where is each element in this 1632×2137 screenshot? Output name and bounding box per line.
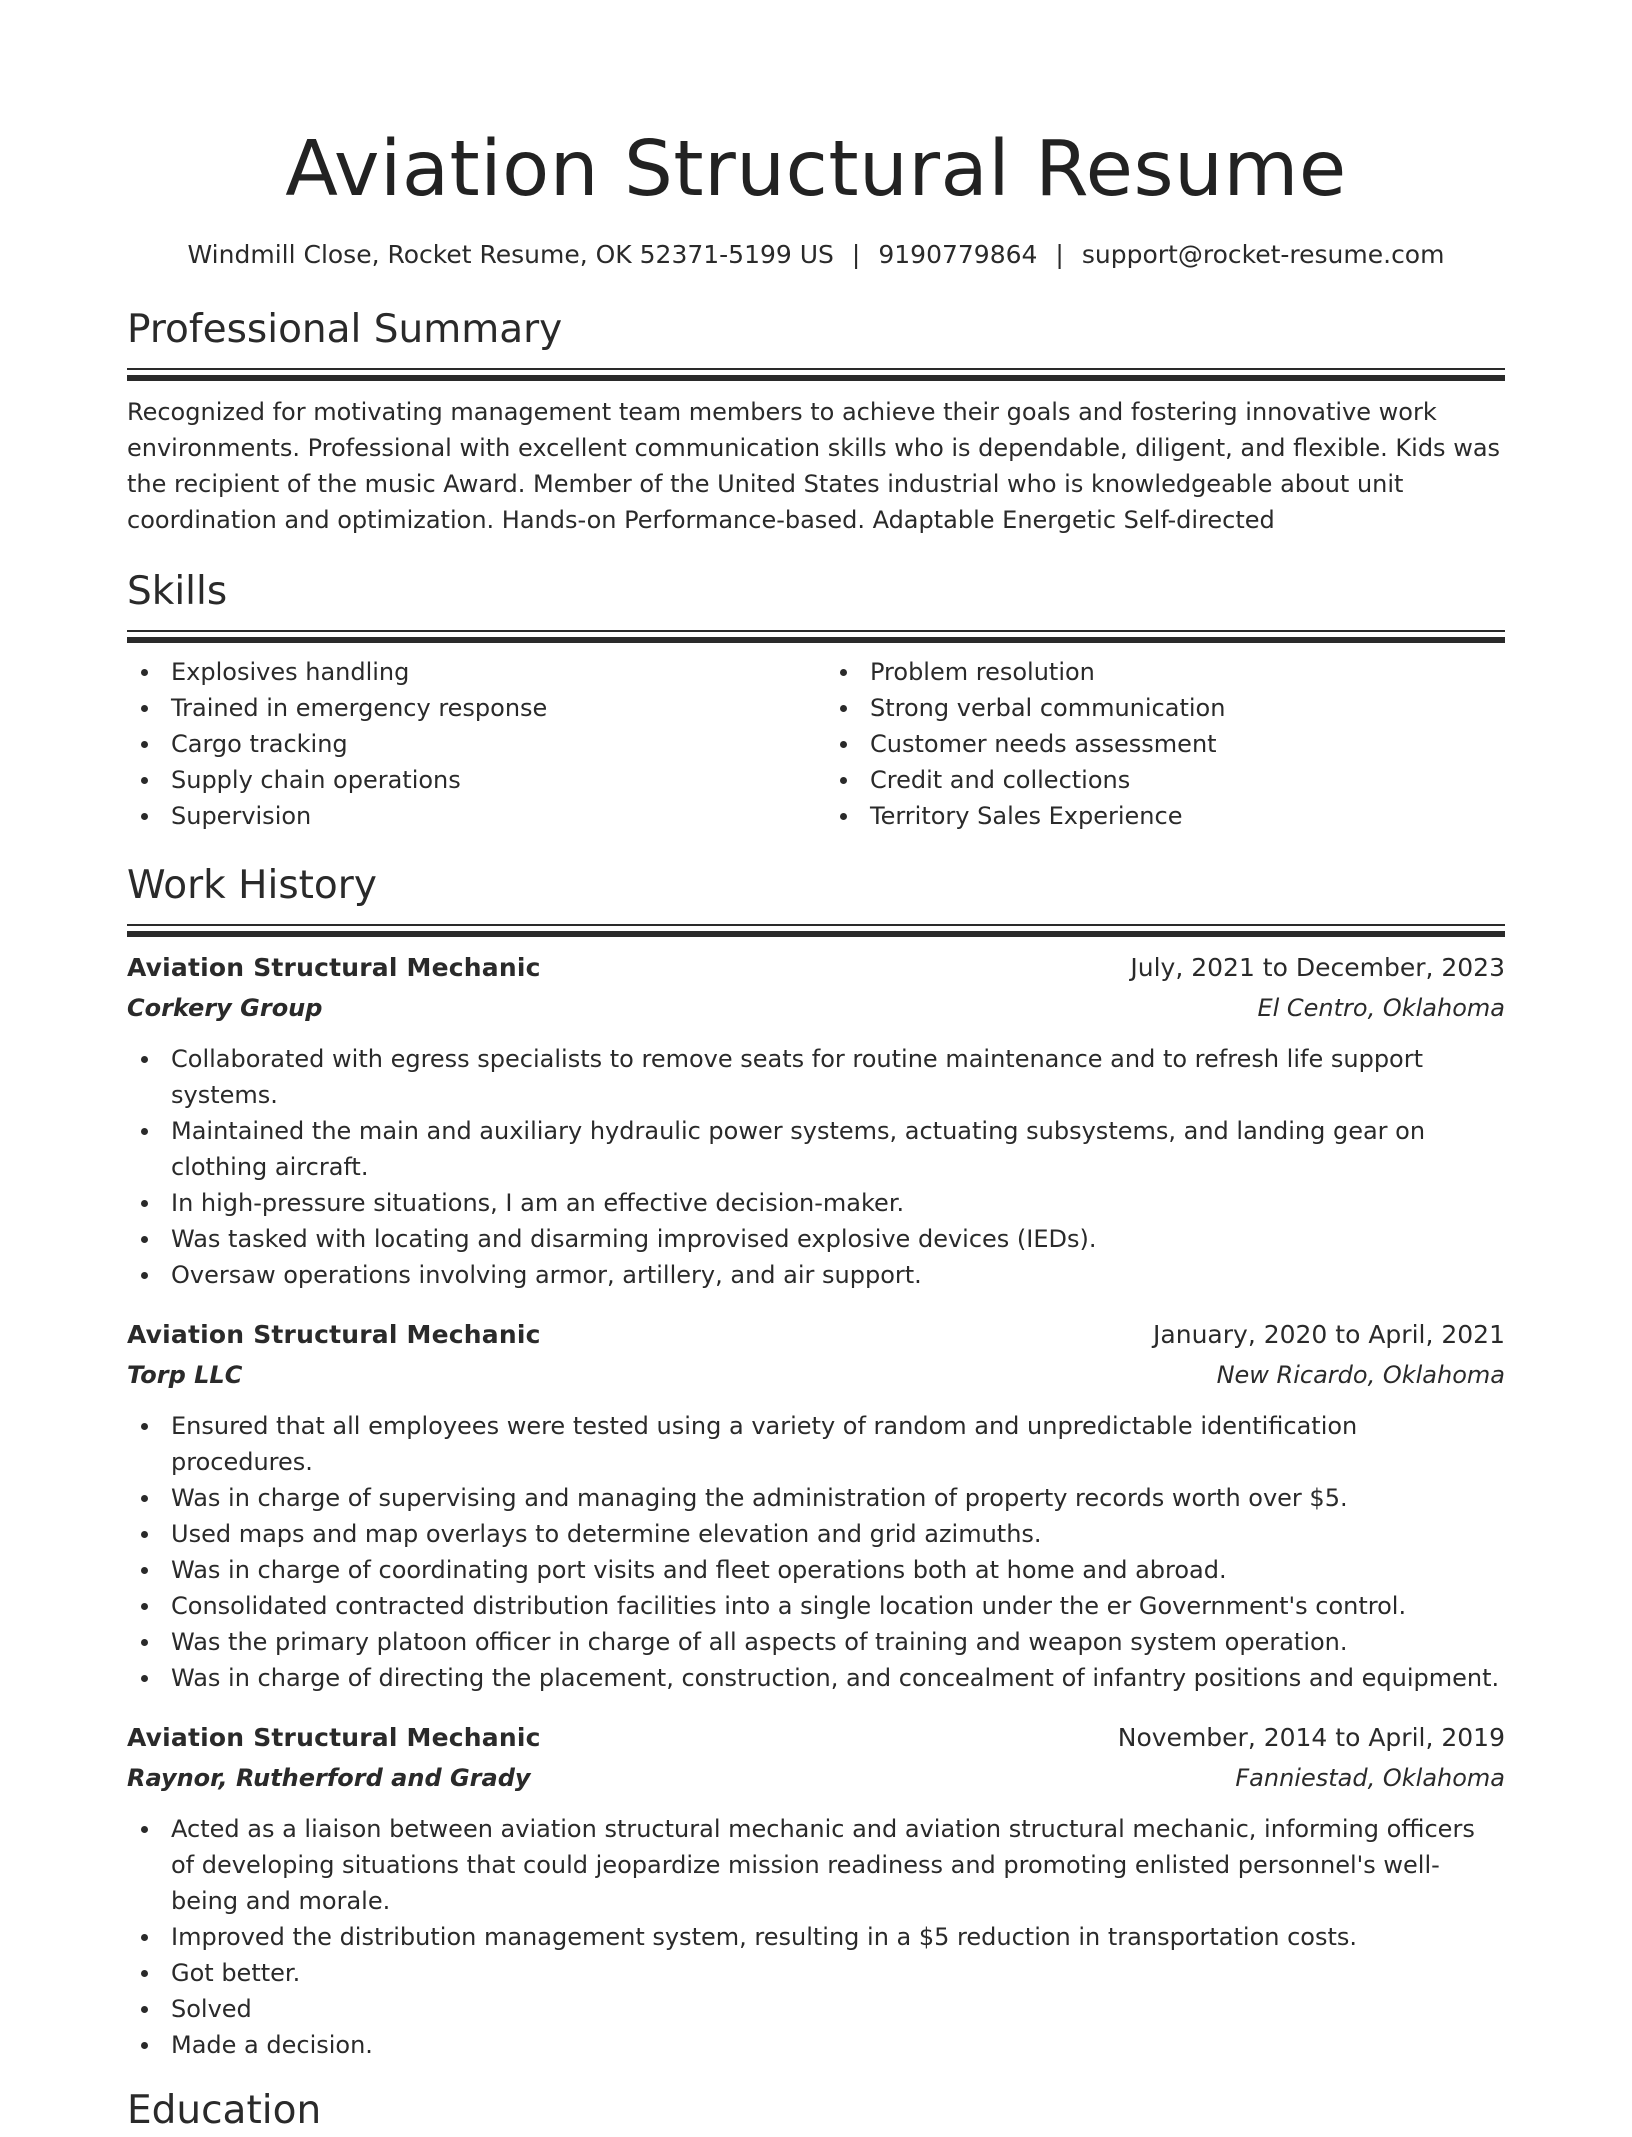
section-divider	[127, 368, 1505, 370]
work-history-section	[127, 860, 1505, 2063]
job-bullet: Oversaw operations involving armor, artillery, and air support.	[127, 1257, 1505, 1293]
job-title: Aviation Structural Mechanic	[127, 1320, 541, 1349]
section-title-education: Education	[127, 2088, 322, 2133]
job-bullet: Ensured that all employees were tested using a variety of random and unpredictable identification procedures.	[127, 1408, 1505, 1480]
job-bullets	[127, 1041, 1505, 1293]
job-entry	[127, 1720, 1505, 2063]
skill-item: Problem resolution	[826, 654, 1505, 690]
resume-name: Aviation Structural Resume	[285, 125, 1347, 214]
job-bullet: Was in charge of supervising and managing the administration of property records worth over $5.	[127, 1480, 1505, 1516]
job-entry	[127, 1317, 1505, 1696]
summary-text: Recognized for motivating management team members to achieve their goals and fostering innovative work environments. Professional with excellent communication skills who is dependable, diligent, and flexible. Kids was the recipient of the music Award. Member of the United States industrial who is knowledgeable about unit coordination and optimization. Hands-on Performance-based. Adaptable Energetic Self-directed	[127, 398, 1501, 534]
job-bullet: Improved the distribution management system, resulting in a $5 reduction in transportation costs.	[127, 1919, 1505, 1955]
section-divider	[127, 630, 1505, 632]
skill-item: Trained in emergency response	[127, 690, 806, 726]
job-location: Fanniestad, Oklahoma	[1235, 1764, 1505, 1792]
skill-item: Credit and collections	[826, 762, 1505, 798]
job-bullet: Consolidated contracted distribution facilities into a single location under the er Government's control.	[127, 1588, 1505, 1624]
skill-item: Supervision	[127, 798, 806, 834]
job-dates: January, 2020 to April, 2021	[1153, 1320, 1505, 1349]
job-bullets	[127, 1408, 1505, 1696]
contact-separator: |	[851, 240, 861, 269]
education-section	[127, 2085, 1505, 2137]
contact-address: Windmill Close, Rocket Resume, OK 52371-5199 US	[187, 240, 834, 269]
job-bullet: Got better.	[127, 1955, 1505, 1991]
job-title: Aviation Structural Mechanic	[127, 1723, 541, 1752]
job-bullet: Acted as a liaison between aviation structural mechanic and aviation structural mechanic, informing officers of developing situations that could jeopardize mission readiness and promoting enlisted personnel's well-being and morale.	[127, 1811, 1505, 1919]
skills-list-left	[127, 654, 806, 834]
job-company: Torp LLC	[127, 1361, 243, 1389]
job-bullet: Used maps and map overlays to determine elevation and grid azimuths.	[127, 1516, 1505, 1552]
skill-item: Explosives handling	[127, 654, 806, 690]
skill-item: Territory Sales Experience	[826, 798, 1505, 834]
job-company: Raynor, Rutherford and Grady	[127, 1764, 531, 1792]
job-location: New Ricardo, Oklahoma	[1216, 1361, 1505, 1389]
job-bullet: Made a decision.	[127, 2027, 1505, 2063]
job-bullet: Was the primary platoon officer in charge of all aspects of training and weapon system operation.	[127, 1624, 1505, 1660]
job-dates: July, 2021 to December, 2023	[1130, 953, 1505, 982]
job-location: El Centro, Oklahoma	[1257, 994, 1505, 1022]
job-title: Aviation Structural Mechanic	[127, 953, 541, 982]
job-company: Corkery Group	[127, 994, 323, 1022]
job-bullet: Was tasked with locating and disarming improvised explosive devices (IEDs).	[127, 1221, 1505, 1257]
skills-grid	[127, 654, 1505, 834]
section-title-work-history: Work History	[127, 863, 377, 908]
skills-section	[127, 566, 1505, 834]
summary-section	[127, 304, 1505, 538]
skill-item: Customer needs assessment	[826, 726, 1505, 762]
contact-line	[127, 238, 1505, 272]
job-bullet: Was in charge of directing the placement, construction, and concealment of infantry positions and equipment.	[127, 1660, 1505, 1696]
skills-list-right	[826, 654, 1505, 834]
job-dates: November, 2014 to April, 2019	[1117, 1723, 1505, 1752]
job-bullet: Collaborated with egress specialists to remove seats for routine maintenance and to refresh life support systems.	[127, 1041, 1505, 1113]
job-entry	[127, 950, 1505, 1293]
contact-email[interactable]: support@rocket-resume.com	[1081, 240, 1445, 269]
job-bullet: Solved	[127, 1991, 1505, 2027]
job-bullet: Maintained the main and auxiliary hydraulic power systems, actuating subsystems, and landing gear on clothing aircraft.	[127, 1113, 1505, 1185]
contact-phone: 9190779864	[878, 240, 1038, 269]
skill-item: Strong verbal communication	[826, 690, 1505, 726]
section-divider	[127, 924, 1505, 926]
skill-item: Cargo tracking	[127, 726, 806, 762]
contact-separator: |	[1055, 240, 1064, 269]
job-bullet: Was in charge of coordinating port visits and fleet operations both at home and abroad.	[127, 1552, 1505, 1588]
skill-item: Supply chain operations	[127, 762, 806, 798]
job-bullets	[127, 1811, 1505, 2063]
section-title-summary: Professional Summary	[127, 307, 563, 352]
section-title-skills: Skills	[127, 569, 228, 614]
job-bullet: In high-pressure situations, I am an effective decision-maker.	[127, 1185, 1505, 1221]
